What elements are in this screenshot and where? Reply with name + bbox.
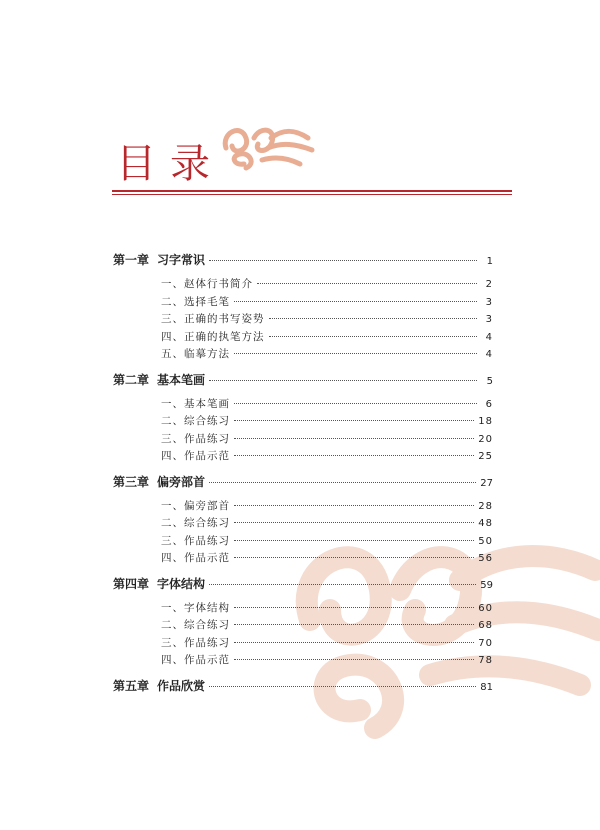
leader-dots <box>234 642 474 643</box>
toc-section-entry[interactable] <box>113 294 493 312</box>
section-title: 三、作品练习 <box>161 432 230 445</box>
section-title: 四、作品示范 <box>161 450 230 462</box>
page-number: 6 <box>485 398 493 410</box>
toc-section-entry[interactable] <box>113 617 493 635</box>
toc-chapter-entry[interactable] <box>113 472 493 492</box>
toc-chapter-entry[interactable] <box>113 370 493 390</box>
title-rule <box>112 190 512 192</box>
page-number: 4 <box>485 349 493 360</box>
toc-section-entry[interactable] <box>113 635 493 653</box>
section-title: 四、作品示范 <box>161 552 230 564</box>
toc-section-entry[interactable] <box>113 448 493 466</box>
leader-dots <box>234 353 477 354</box>
leader-dots <box>234 522 474 523</box>
section-title: 一、基本笔画 <box>161 397 230 410</box>
page-number: 68 <box>478 620 493 631</box>
section-title: 一、偏旁部首 <box>161 499 230 512</box>
section-title: 二、选择毛笔 <box>161 295 230 308</box>
toc-section-entry[interactable] <box>113 311 493 329</box>
chapter-label: 第三章 <box>113 474 150 489</box>
chapter-label: 第二章 <box>113 372 150 387</box>
page-number: 20 <box>478 433 493 445</box>
toc-section-entry[interactable] <box>113 652 493 670</box>
toc-section-entry[interactable] <box>113 413 493 431</box>
chapter-label: 第五章 <box>113 678 150 693</box>
leader-dots <box>269 318 478 319</box>
leader-dots <box>234 557 474 558</box>
chapter-label: 第一章 <box>113 253 150 267</box>
page-number: 5 <box>486 375 493 387</box>
section-title: 一、赵体行书简介 <box>161 278 253 290</box>
section-title: 二、综合练习 <box>161 619 230 631</box>
page-number: 3 <box>485 314 493 325</box>
section-title: 五、临摹方法 <box>161 348 230 360</box>
leader-dots <box>234 540 474 541</box>
leader-dots <box>234 455 474 456</box>
toc-section-entry[interactable] <box>113 498 493 516</box>
page-number: 3 <box>485 296 493 308</box>
table-of-contents <box>113 250 493 696</box>
page-number: 25 <box>478 451 493 462</box>
title-rule-thin <box>112 194 512 195</box>
toc-section-entry[interactable] <box>113 329 493 347</box>
section-title: 一、字体结构 <box>161 601 230 614</box>
leader-dots <box>257 283 477 284</box>
leader-dots <box>209 260 477 261</box>
section-title: 三、作品练习 <box>161 636 230 649</box>
leader-dots <box>234 403 477 404</box>
page-title: 目录 <box>116 141 224 187</box>
toc-section-entry[interactable] <box>113 515 493 533</box>
leader-dots <box>209 482 476 483</box>
leader-dots <box>234 438 474 439</box>
page-number: 50 <box>478 535 493 547</box>
toc-section-entry[interactable] <box>113 533 493 551</box>
leader-dots <box>209 380 477 381</box>
section-title: 二、综合练习 <box>161 415 230 427</box>
cloud-ornament-icon <box>216 108 316 178</box>
toc-section-entry[interactable] <box>113 431 493 449</box>
toc-chapter-entry[interactable] <box>113 676 493 696</box>
page-number: 81 <box>480 681 493 693</box>
page-number: 48 <box>478 518 493 529</box>
chapter-name: 作品欣赏 <box>157 678 206 693</box>
chapter-label: 第四章 <box>113 576 150 591</box>
leader-dots <box>234 659 474 660</box>
page-number: 2 <box>485 279 493 290</box>
toc-section-entry[interactable] <box>113 396 493 414</box>
toc-section-entry[interactable] <box>113 346 493 364</box>
toc-chapter-entry[interactable] <box>113 574 493 594</box>
leader-dots <box>209 686 476 687</box>
toc-section-entry[interactable] <box>113 276 493 294</box>
leader-dots <box>234 607 474 608</box>
page-number: 27 <box>480 477 493 489</box>
toc-section-entry[interactable] <box>113 550 493 568</box>
page-number: 78 <box>478 655 493 666</box>
leader-dots <box>234 624 474 625</box>
section-title: 二、综合练习 <box>161 517 230 529</box>
page-number: 1 <box>486 256 493 267</box>
page-number: 70 <box>478 637 493 649</box>
section-title: 三、正确的书写姿势 <box>161 313 265 325</box>
leader-dots <box>209 584 476 585</box>
leader-dots <box>234 505 474 506</box>
page-number: 60 <box>478 602 493 614</box>
leader-dots <box>234 420 474 421</box>
page-number: 59 <box>480 579 493 591</box>
chapter-name: 基本笔画 <box>157 372 206 387</box>
leader-dots <box>234 301 477 302</box>
chapter-name: 字体结构 <box>157 576 206 591</box>
section-title: 四、正确的执笔方法 <box>161 330 265 343</box>
toc-section-entry[interactable] <box>113 600 493 618</box>
section-title: 三、作品练习 <box>161 534 230 547</box>
chapter-name: 习字常识 <box>157 253 206 267</box>
leader-dots <box>269 336 478 337</box>
section-title: 四、作品示范 <box>161 654 230 666</box>
toc-chapter-entry[interactable] <box>113 250 493 270</box>
page-number: 4 <box>485 331 493 343</box>
chapter-name: 偏旁部首 <box>157 474 206 489</box>
page-number: 18 <box>478 416 493 427</box>
page-number: 56 <box>478 553 493 564</box>
page-number: 28 <box>478 500 493 512</box>
